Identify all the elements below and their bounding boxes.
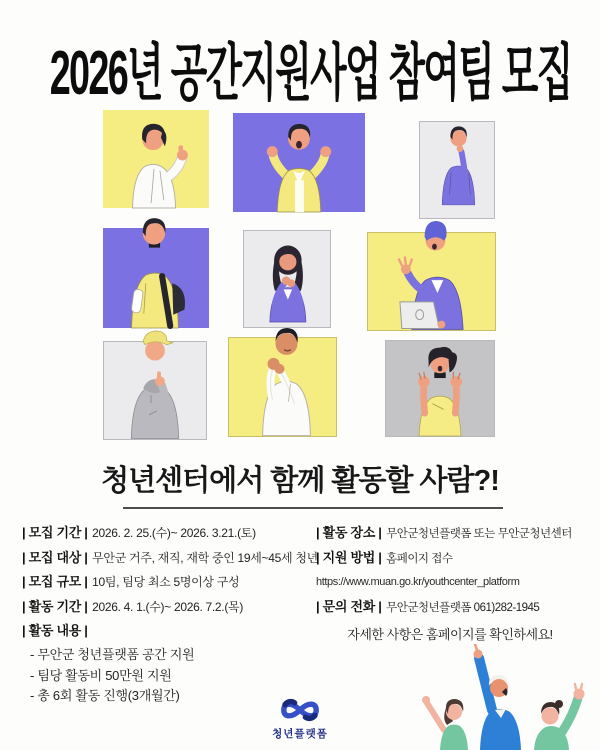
cheering-fists-person-illustration <box>233 113 365 212</box>
photo-tile-3 <box>419 121 495 219</box>
photo-tile-5 <box>243 230 331 328</box>
thumbs-up-person-illustration <box>103 110 209 208</box>
recruit-period-row <box>22 521 310 546</box>
clapping-person-illustration <box>229 322 336 436</box>
info-column-left <box>22 521 318 644</box>
photo-tile-9 <box>385 340 495 437</box>
activity-period-value: 2026. 4. 1.(수)~ 2026. 7.2.(목) <box>92 599 244 614</box>
recruit-scale-value: 10팀, 팀당 최소 5명이상 구성 <box>92 575 240 589</box>
cheering-people-illustration <box>422 644 600 750</box>
thinking-person-illustration <box>420 107 494 218</box>
recruit-scale-label: | 모집 규모 | <box>22 574 88 589</box>
divider-line <box>123 507 503 509</box>
activity-place-value: 무안군청년플랫폼 또는 무안군청년센터 <box>386 528 572 540</box>
activity-place-row <box>316 521 584 546</box>
activity-content-label: | 활동 내용 | <box>22 623 88 638</box>
logo-text: 청년플랫폼 <box>272 728 328 740</box>
contact-phone-value: 무안군청년플랫폼 061)282-1945 <box>386 601 540 614</box>
hopeful-clasped-hands-person-illustration <box>244 231 330 327</box>
contact-phone-label: | 문의 전화 | <box>316 598 382 614</box>
poster-title-wrap <box>0 22 600 108</box>
photo-tile-8 <box>228 337 337 437</box>
photo-tile-7 <box>103 341 207 440</box>
recruit-target-value: 무안군 거주, 재직, 재학 중인 19세~45세 청년 <box>92 550 318 565</box>
apply-method-value: 홈페이지 접수 <box>386 552 453 565</box>
activity-period-label: | 활동 기간 | <box>22 598 88 614</box>
recruit-scale-row <box>22 570 310 595</box>
homepage-check-note: 자세한 사항은 홈페이지를 확인하세요! <box>347 627 553 642</box>
activity-period-row <box>22 595 310 620</box>
photo-tile-1 <box>103 110 209 208</box>
contact-phone-row <box>316 595 584 620</box>
hoodie-cap-person-illustration <box>104 326 206 439</box>
bullet-session-count: - 총 6회 활동 진행(3개월간) <box>30 688 180 704</box>
recruit-period-value: 2026. 2. 25.(수)~ 2026. 3.21.(토) <box>92 526 256 540</box>
apply-url-text: https://www.muan.go.kr/youthcenter_platform <box>316 576 520 588</box>
apply-method-label: | 지원 방법 | <box>316 549 382 565</box>
recruit-target-label: | 모집 대상 | <box>22 549 88 565</box>
bullet-space-support: - 무안군 청년플랫폼 공간 지원 <box>30 647 195 662</box>
activity-place-label: | 활동 장소 | <box>316 525 382 540</box>
activity-content-row <box>22 619 310 644</box>
apply-method-row <box>316 546 584 571</box>
recruit-period-label: | 모집 기간 | <box>22 525 88 540</box>
photo-tile-2 <box>233 113 365 212</box>
poster-title: 2026년 공간지원사업 참여팀 모집 <box>49 37 572 108</box>
excited-fists-person-illustration <box>386 341 494 436</box>
backpack-person-illustration <box>103 212 209 328</box>
recruit-target-row <box>22 546 318 571</box>
bullet-fund-support: - 팀당 활동비 50만원 지원 <box>30 667 172 683</box>
laptop-beanie-person-illustration <box>368 217 495 330</box>
info-column-right <box>316 521 584 619</box>
photo-tile-4 <box>103 228 209 328</box>
infinity-logo-icon <box>264 692 336 728</box>
photo-tile-6 <box>367 232 496 331</box>
headline-text: 청년센터에서 함께 활동할 사람?! <box>101 465 499 497</box>
